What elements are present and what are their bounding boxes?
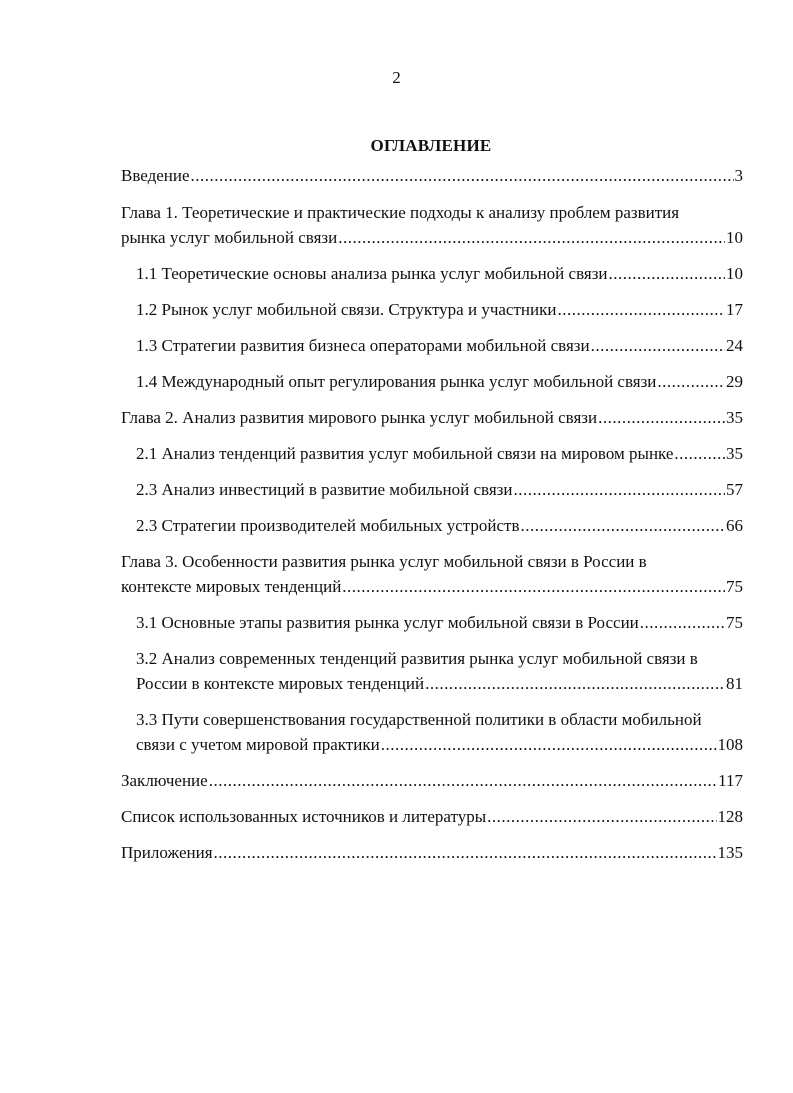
table-of-contents — [121, 163, 743, 876]
toc-entry-title: 1.1 Теоретические основы анализа рынка услуг мобильной связи — [136, 264, 608, 283]
toc-entry — [121, 707, 743, 757]
dot-leader — [591, 333, 725, 358]
toc-entry-title: Заключение — [121, 771, 208, 790]
toc-entry-leader-line — [136, 333, 743, 358]
toc-entry-page-number: 57 — [726, 480, 743, 499]
toc-entry-leader-line — [136, 732, 743, 757]
dot-leader — [191, 163, 734, 188]
toc-entry-page-number: 24 — [726, 336, 743, 355]
toc-entry-title: России в контексте мировых тенденций — [136, 674, 425, 693]
toc-entry — [121, 646, 743, 696]
toc-entry-leader-line — [136, 369, 743, 394]
toc-entry-page-number: 3 — [734, 166, 743, 185]
toc-entry — [121, 200, 743, 250]
dot-leader — [342, 574, 725, 599]
toc-entry-title: 1.3 Стратегии развития бизнеса операторами мобильной связи — [136, 336, 590, 355]
dot-leader — [381, 732, 717, 757]
toc-entry-page-number: 29 — [726, 372, 743, 391]
toc-entry-page-number: 10 — [726, 264, 743, 283]
toc-entry-leader-line — [121, 225, 743, 250]
dot-leader — [640, 610, 725, 635]
dot-leader — [520, 513, 725, 538]
dot-leader — [338, 225, 725, 250]
toc-entry — [121, 513, 743, 538]
toc-entry-line: Глава 1. Теоретические и практические подходы к анализу проблем развития — [121, 203, 680, 222]
toc-entry-title: 1.2 Рынок услуг мобильной связи. Структура и участники — [136, 300, 557, 319]
toc-entry-page-number: 75 — [726, 577, 743, 596]
toc-entry-leader-line — [136, 513, 743, 538]
dot-leader — [657, 369, 725, 394]
toc-entry-page-number: 108 — [717, 735, 743, 754]
toc-entry-page-number: 35 — [726, 444, 743, 463]
toc-entry-title: Введение — [121, 166, 190, 185]
dot-leader — [674, 441, 725, 466]
toc-entry-leader-line — [136, 441, 743, 466]
toc-entry-leader-line — [136, 477, 743, 502]
toc-entry — [121, 549, 743, 599]
toc-entry-line: 3.3 Пути совершенствования государственной политики в области мобильной — [136, 710, 702, 729]
toc-entry — [121, 369, 743, 394]
toc-entry — [121, 768, 743, 793]
toc-entry — [121, 297, 743, 322]
toc-entry-leader-line — [121, 163, 743, 188]
dot-leader — [609, 261, 725, 286]
page-number: 2 — [392, 68, 401, 87]
toc-entry-title: Список использованных источников и литературы — [121, 807, 487, 826]
dot-leader — [425, 671, 725, 696]
toc-entry-title: 2.3 Стратегии производителей мобильных устройств — [136, 516, 520, 535]
toc-entry-page-number: 81 — [726, 674, 743, 693]
toc-entry-leader-line — [121, 840, 743, 865]
toc-entry-leader-line — [121, 768, 743, 793]
toc-entry — [121, 441, 743, 466]
toc-entry-title: 2.3 Анализ инвестиций в развитие мобильной связи — [136, 480, 513, 499]
toc-title: ОГЛАВЛЕНИЕ — [370, 136, 492, 155]
dot-leader — [513, 477, 725, 502]
toc-entry-title: 2.1 Анализ тенденций развития услуг мобильной связи на мировом рынке — [136, 444, 674, 463]
toc-entry — [121, 804, 743, 829]
toc-entry — [121, 163, 743, 188]
dot-leader — [214, 840, 717, 865]
toc-entry-page-number: 128 — [717, 807, 743, 826]
toc-entry-line: 3.2 Анализ современных тенденций развития рынка услуг мобильной связи в — [136, 649, 698, 668]
dot-leader — [598, 405, 725, 430]
toc-entry-leader-line — [136, 610, 743, 635]
toc-entry — [121, 610, 743, 635]
toc-entry-leader-line — [121, 405, 743, 430]
toc-entry-title: 1.4 Международный опыт регулирования рынка услуг мобильной связи — [136, 372, 657, 391]
toc-entry-leader-line — [136, 671, 743, 696]
toc-entry-title: Приложения — [121, 843, 213, 862]
toc-entry-page-number: 75 — [726, 613, 743, 632]
toc-entry — [121, 840, 743, 865]
toc-entry — [121, 333, 743, 358]
dot-leader — [209, 768, 717, 793]
toc-entry-page-number: 10 — [726, 228, 743, 247]
toc-entry-page-number: 35 — [726, 408, 743, 427]
toc-entry-page-number: 17 — [726, 300, 743, 319]
toc-entry-leader-line — [121, 574, 743, 599]
toc-entry-title: связи с учетом мировой практики — [136, 735, 380, 754]
toc-entry-title: контексте мировых тенденций — [121, 577, 342, 596]
toc-entry-page-number: 135 — [717, 843, 743, 862]
toc-entry-page-number: 117 — [718, 771, 743, 790]
dot-leader — [557, 297, 725, 322]
toc-entry-leader-line — [136, 297, 743, 322]
toc-entry-leader-line — [136, 261, 743, 286]
toc-entry-title: рынка услуг мобильной связи — [121, 228, 338, 247]
toc-entry-page-number: 66 — [726, 516, 743, 535]
toc-entry-title: 3.1 Основные этапы развития рынка услуг мобильной связи в России — [136, 613, 639, 632]
toc-entry-title: Глава 2. Анализ развития мирового рынка услуг мобильной связи — [121, 408, 598, 427]
toc-entry — [121, 477, 743, 502]
toc-entry-line: Глава 3. Особенности развития рынка услуг мобильной связи в России в — [121, 552, 647, 571]
toc-entry — [121, 405, 743, 430]
toc-entry-leader-line — [121, 804, 743, 829]
dot-leader — [487, 804, 716, 829]
toc-entry — [121, 261, 743, 286]
